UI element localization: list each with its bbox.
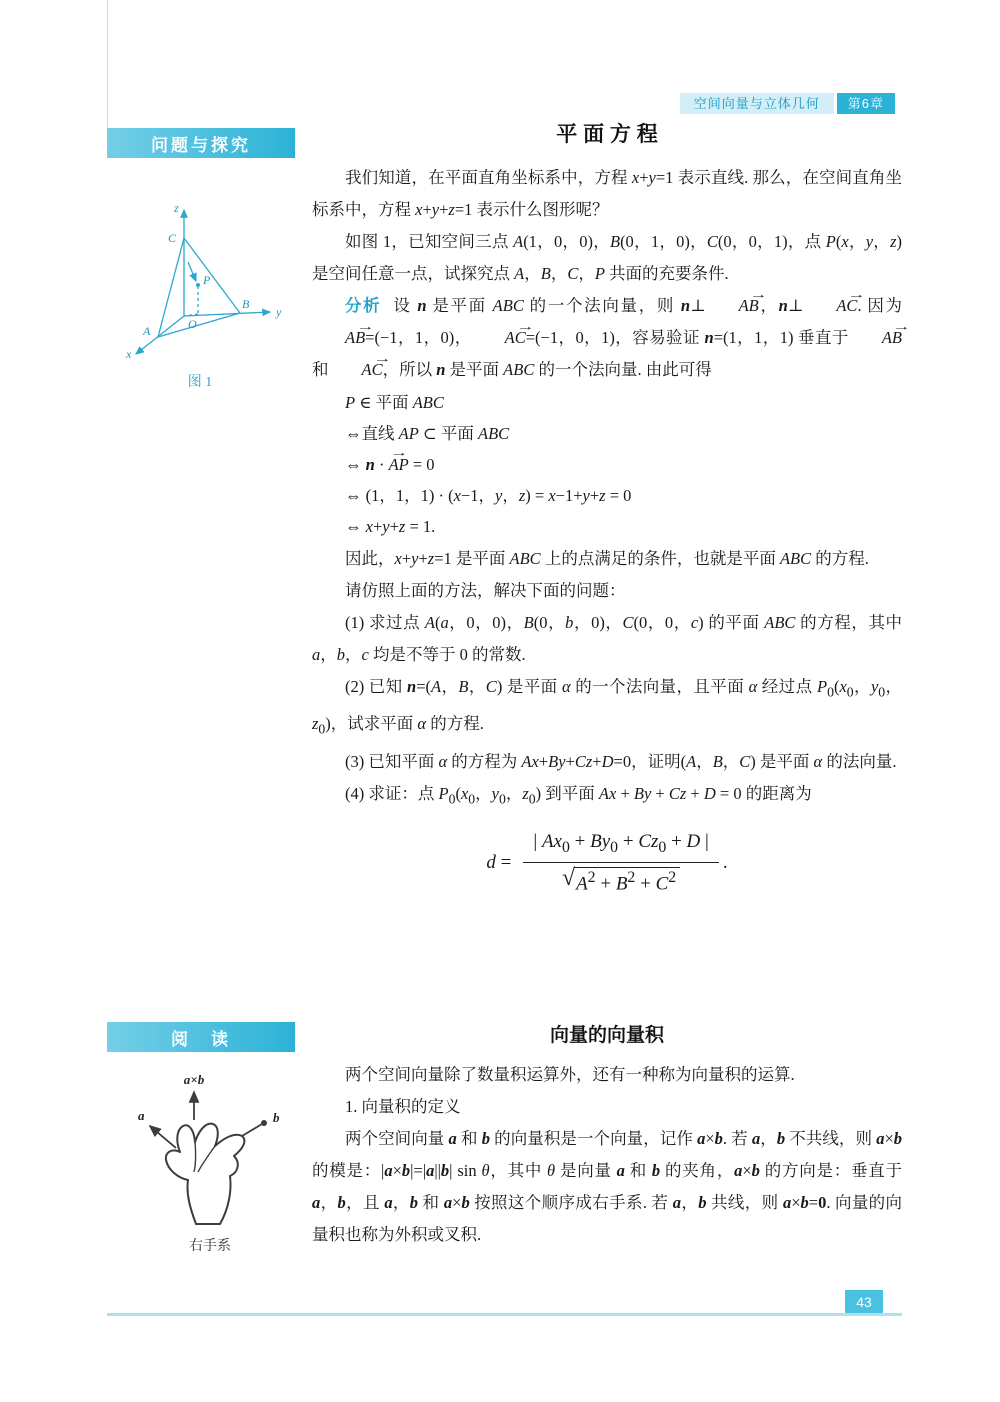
point-label-c: C: [168, 231, 177, 245]
point-label-b: B: [242, 297, 250, 311]
banner-reading: 阅 读: [107, 1022, 295, 1052]
analysis-text: 设 n 是平面 ABC 的一个法向量，则 n⊥ AB →，n⊥ AC →. 因为 AB →=(−1，1，0)， AC →=(−1，0，1)，容易验证 n=(1，1，1) 垂直于 AB →和 AC →，所以 n 是平面 ABC 的一个法向量. 由此可得: [312, 296, 902, 379]
figure-2-wrapper: [132, 1068, 288, 1255]
analysis-label: 分析: [345, 297, 382, 315]
chapter-number-badge: 第6章: [837, 93, 895, 114]
page-number-badge: 43: [845, 1290, 883, 1313]
banner-problems-exploration: 问题与探究: [107, 128, 295, 158]
chapter-header: [680, 93, 895, 114]
formula-numerator: | $Ax_0 + By_0 + Cz_0 + D$ |: [523, 831, 718, 863]
hand-outline: [166, 1124, 244, 1224]
formula-lhs: d =: [486, 851, 512, 873]
derivation-step: P ∈ 平面 ABC: [345, 393, 444, 412]
derivation-steps: [312, 387, 902, 542]
label-b: b: [273, 1110, 280, 1125]
figure-2-right-hand-rule: [132, 1068, 288, 1228]
paragraph: 因此，x+y+z=1 是平面 ABC 上的点满足的条件，也就是平面 ABC 的方程.: [345, 549, 869, 568]
exercise-item: (4) 求证：点 $P_0(x_0$，$y_0$，$z_0$) 到平面 Ax + By + Cz + D = 0 的距离为: [345, 783, 812, 806]
vector-to-p: [188, 262, 196, 281]
paragraph: 两个空间向量除了数量积运算外，还有一种称为向量积的运算.: [345, 1065, 795, 1084]
exercise-item: (3) 已知平面 α 的方程为 Ax+By+Cz+D=0，证明(A，B，C) 是平面 α 的法向量.: [345, 751, 897, 771]
section-cross-product: [312, 1020, 902, 1251]
point-b-dot: [261, 1120, 267, 1126]
section-title-plane-equation: 平 面 方 程: [556, 123, 658, 146]
subheading-definition: 1. 向量积的定义: [345, 1097, 461, 1116]
arrow-a: [150, 1126, 176, 1148]
point-p-dot: [196, 283, 200, 287]
axis-label-y: y: [276, 305, 282, 319]
axis-label-z: z: [174, 201, 179, 215]
paragraph: 我们知道，在平面直角坐标系中，方程 x+y=1 表示直线. 那么，在空间直角坐标系中，方程 x+y+z=1 表示什么图形呢？: [312, 168, 902, 219]
point-label-p: P: [203, 273, 211, 287]
left-margin-rule: [107, 0, 108, 128]
paragraph: 两个空间向量 a 和 b 的向量积是一个向量，记作 a×b. 若 a，b 不共线，则 a×b 的模是：|a×b|=|a||b| sin θ，其中 θ 是向量 a 和 b 的夹角，a×b 的方向是：垂直于 a，b，且 a，b 和 a×b 按照这个顺序成右手系. 若 a，b 共线，则 a×b=0. 向量的向量积也称为外积或叉积.: [312, 1129, 903, 1244]
derivation-step: ⇔ (1，1，1) · (x−1，y，z) = x−1+y+z = 0: [345, 486, 632, 505]
section-title-cross-product: 向量的向量积: [549, 1025, 664, 1046]
figure-1-wrapper: [110, 196, 290, 391]
exercise-item: (1) 求过点 A(a，0，0)，B(0，b，0)，C(0，0，c) 的平面 ABC 的方程，其中 a，b，c 均是不等于 0 的常数.: [312, 613, 903, 664]
point-label-a: A: [143, 324, 151, 338]
derivation-step: ⇔ x+y+z = 1.: [345, 517, 436, 536]
exercise-item: (2) 已知 n=(A，B，C) 是平面 α 的一个法向量，且平面 α 经过点 $P_0(x_0$，$y_0$，$z_0$)，试求平面 α 的方程.: [312, 677, 903, 737]
derivation-step: ⇔ n · AP → = 0: [312, 449, 902, 480]
figure-2-caption: 右手系: [189, 1237, 231, 1253]
formula-fraction: [523, 831, 718, 895]
formula-period: .: [722, 851, 728, 873]
bottom-rule: [107, 1313, 902, 1316]
triangle-abc: [158, 238, 240, 337]
chapter-title: 空间向量与立体几何: [680, 93, 834, 114]
label-a: a: [138, 1108, 145, 1123]
formula-denominator: √ $A^2 + B^2 + C^2$: [523, 863, 718, 895]
line-b: [242, 1124, 262, 1136]
figure-1-caption: 图 1: [187, 375, 213, 390]
analysis-paragraph: [312, 290, 902, 386]
figure-1-coordinate-diagram: [110, 196, 290, 362]
section-plane-equation: [312, 118, 902, 895]
paragraph: 如图 1，已知空间三点 A(1，0，0)，B(0，1，0)，C(0，0，1)，点 P(x，y，z) 是空间任意一点，试探究点 A，B，C，P 共面的充要条件.: [312, 232, 902, 283]
distance-formula: [312, 831, 902, 895]
point-label-o: O: [188, 317, 197, 331]
axis-label-x: x: [126, 347, 132, 361]
derivation-step: ⇔直线 AP ⊂ 平面 ABC: [345, 424, 510, 443]
label-axb: a×b: [183, 1072, 205, 1087]
paragraph: 请仿照上面的方法，解决下面的问题：: [345, 581, 626, 600]
